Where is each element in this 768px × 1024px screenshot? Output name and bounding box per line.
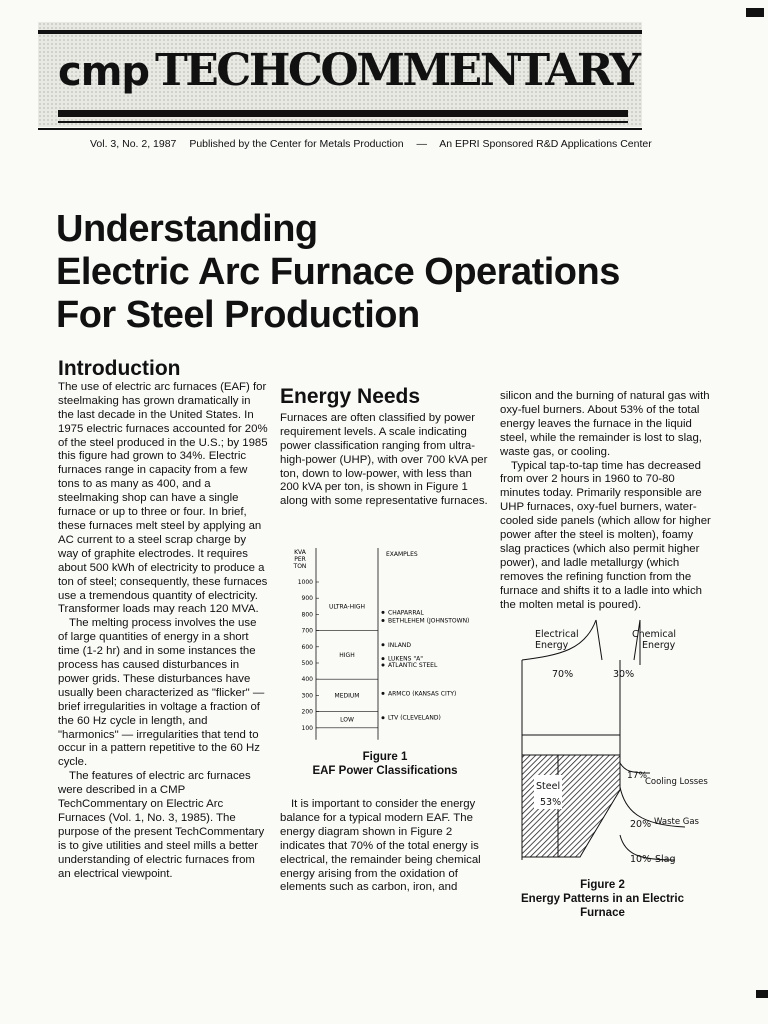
chemical-percent: 30% — [613, 669, 635, 680]
masthead-rule-thin — [58, 121, 628, 123]
issue-info: Vol. 3, No. 2, 1987 — [90, 138, 177, 150]
class-label: LOW — [340, 716, 354, 724]
pub-separator: — — [416, 138, 427, 150]
example-marker — [382, 643, 385, 646]
example-marker — [382, 716, 385, 719]
sponsor-info: An EPRI Sponsored R&D Applications Center — [439, 138, 652, 150]
loss-hatch — [558, 755, 620, 857]
axis-label: TON — [293, 563, 307, 570]
cooling-label: Cooling Losses — [645, 777, 708, 787]
example-label: CHAPARRAL — [388, 609, 424, 617]
publication-line — [90, 138, 662, 150]
figure-2-caption — [500, 878, 705, 920]
slag-percent: 10% — [630, 854, 652, 865]
example-marker — [382, 619, 385, 622]
energy-paragraph: It is important to consider the energy balance for a typical modern EAF. The energy diagram shown in Figure 2 indicates that 70% of the total energy is electrical, the remainder being chemical energy arising from the oxidation of elements such as carbon, iron, and — [280, 798, 481, 894]
tick-label: 200 — [301, 708, 313, 716]
tick-label: 300 — [301, 692, 313, 700]
intro-paragraph: The melting process involves the use of large quantities of energy in a short time (1-2 hr) and in some instances the process has caused disturbances in power grids. These disturbances have usually been characterized as "flicker" — brief irregularities in voltage a fraction of the 60 Hz cycle in length, and "harmonics" — irregularities that tend to occur in a pattern repetitive to the 60 Hz cycle. — [58, 617, 265, 769]
energy-needs-heading: Energy Needs — [280, 385, 421, 408]
example-label: ARMCO (KANSAS CITY) — [388, 690, 457, 698]
axis-label: KVA — [294, 549, 306, 556]
brand-name: TECHCOMMENTARY — [155, 45, 639, 96]
figure-2-title: Energy Patterns in an Electric — [521, 893, 684, 905]
masthead-top-rule — [38, 30, 642, 34]
example-label: LUKENS "A" — [388, 655, 423, 663]
corner-mark-top — [746, 8, 764, 17]
waste-gas-percent: 20% — [630, 819, 652, 830]
waste-gas-label: Waste Gas — [654, 817, 699, 827]
col3-paragraph: Typical tap-to-tap time has decreased from over 2 hours in 1960 to 70-80 minutes today. Primarily responsible are UHP furnaces, oxy-fuel burners, water-cooled side panels (which allow for higher power after the steel is molten), foamy slag practices (which also permit higher power), and ladle metallurgy (which removes the refining function from the furnace and shifts it to a ladle into which the molten metal is poured). — [500, 459, 711, 611]
title-line: Understanding — [56, 208, 318, 250]
tick-label: 1000 — [297, 579, 313, 586]
figure-1-chart — [278, 540, 493, 745]
slag-label: Slag — [655, 854, 676, 865]
figure-2-title-2: Furnace — [580, 907, 625, 919]
energy-needs-continued — [280, 798, 488, 895]
corner-mark-bottom — [756, 990, 768, 998]
tick-label: 900 — [301, 595, 313, 603]
col3-paragraph: silicon and the burning of natural gas with oxy-fuel burners. About 53% of the total energy leaves the furnace in the liquid steel, while the remainder is lost to slag, waste gas, or cooling. — [500, 390, 710, 458]
example-marker — [382, 692, 385, 695]
column-3-text — [500, 390, 712, 613]
cooling-percent: 17% — [627, 771, 648, 781]
example-label: BETHLEHEM (JOHNSTOWN) — [388, 617, 470, 625]
electrical-percent: 70% — [552, 669, 574, 680]
masthead-bottom-rule — [38, 128, 642, 130]
figure-1-title: EAF Power Classifications — [312, 765, 458, 777]
introduction-section — [58, 357, 268, 882]
figure-1-caption — [280, 750, 490, 778]
tick-label: 100 — [301, 724, 313, 732]
figure-1-number: Figure 1 — [362, 751, 408, 763]
example-marker — [382, 664, 385, 667]
tick-label: 400 — [301, 676, 313, 684]
class-label: MEDIUM — [334, 692, 360, 700]
examples-header: EXAMPLES — [386, 551, 418, 558]
steel-percent: 53% — [540, 797, 562, 808]
example-marker — [382, 611, 385, 614]
figure-2-number: Figure 2 — [580, 879, 625, 891]
energy-paragraph: Furnaces are often classified by power requirement levels. A scale indicating power classification ranging from ultra-high-power (UHP), with over 700 kVA per ton, down to low-power, with less than 200 kVA per ton, is shown in Figure 1 along with some representative furnaces. — [280, 411, 488, 508]
article-title — [56, 208, 620, 337]
intro-paragraph: The use of electric arc furnaces (EAF) for steelmaking has grown dramatically in the last decade in the United States. In 1975 electric furnaces accounted for 20% of the steel produced in the U.S.; by 1985 this figure had grown to 34%. Electric furnaces range in capacity from a few tons to as many as 400, and a steelmaking shop can have a single furnace or up to three or four. In brief, these furnaces melt steel by applying an AC current to a steel scrap charge by way of graphite electrodes. It requires about 500 kWh of electricity to produce a ton of steel; consequently, these furnaces use a tremendous quantity of electricity. Transformer loads may reach 120 MVA. — [58, 380, 268, 616]
example-label: INLAND — [388, 641, 411, 649]
masthead-rule-thick — [58, 110, 628, 117]
electrical-label-2: Energy — [535, 640, 569, 651]
chemical-label: Chemical — [632, 629, 677, 640]
publisher-info: Published by the Center for Metals Production — [189, 138, 404, 150]
tick-label: 800 — [301, 611, 313, 619]
intro-paragraph: The features of electric arc furnaces were described in a CMP TechCommentary on Electric Arc Furnaces (Vol. 1, No. 3, 1985). The purpose of the present TechCommentary is to give utilities and steel mills a better understanding of electric furnaces from an electrical viewpoint. — [58, 770, 265, 880]
class-label: ULTRA-HIGH — [328, 603, 366, 611]
example-marker — [382, 657, 385, 660]
example-label: ATLANTIC STEEL — [388, 662, 438, 670]
tick-label: 600 — [301, 643, 313, 651]
chemical-label-2: Energy — [642, 640, 676, 651]
masthead-logo — [58, 45, 639, 96]
title-line: Electric Arc Furnace Operations — [56, 251, 620, 293]
title-line: For Steel Production — [56, 294, 420, 336]
tick-label: 500 — [301, 660, 313, 667]
brand-prefix: cmp — [58, 49, 150, 95]
class-label: HIGH — [339, 651, 355, 659]
introduction-heading: Introduction — [58, 357, 181, 380]
chemical-flow — [596, 620, 640, 660]
steel-label: Steel — [536, 781, 561, 792]
tick-label: 700 — [301, 627, 313, 635]
electrical-label: Electrical — [535, 629, 579, 640]
energy-needs-section — [280, 385, 488, 509]
example-label: LTV (CLEVELAND) — [388, 714, 441, 722]
axis-label: PER — [294, 556, 306, 563]
figure-2-diagram — [500, 615, 720, 877]
